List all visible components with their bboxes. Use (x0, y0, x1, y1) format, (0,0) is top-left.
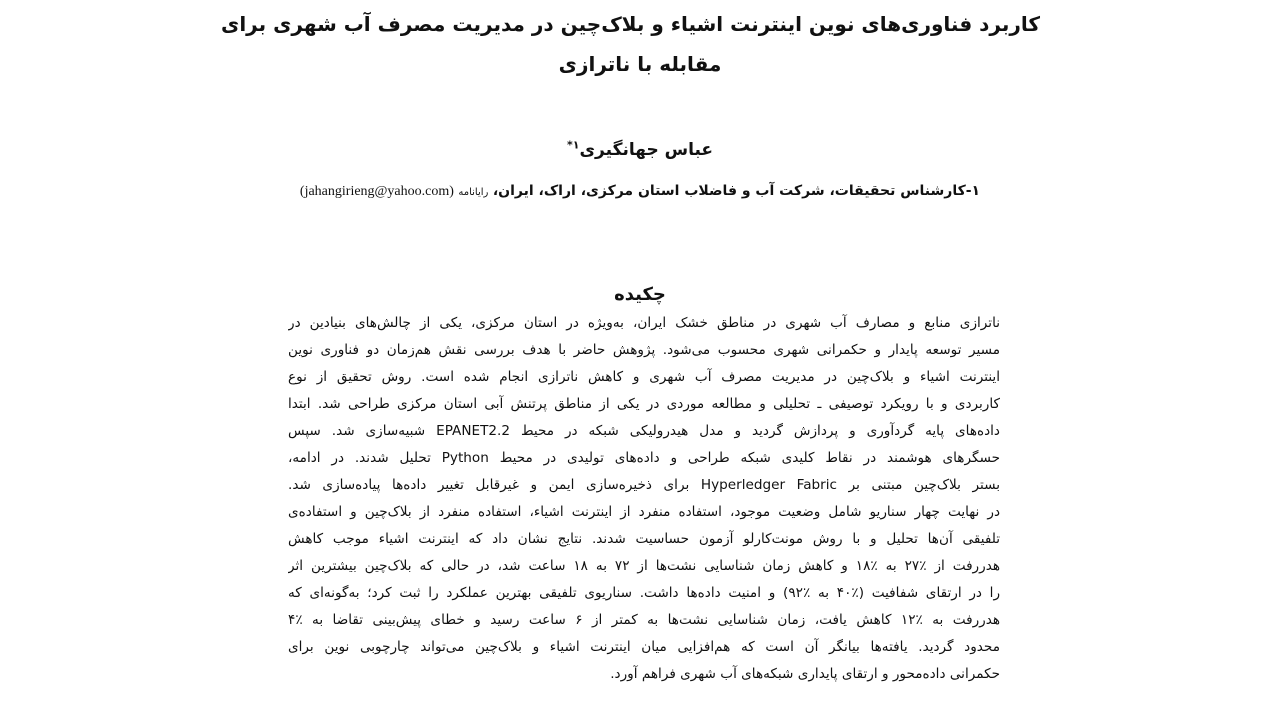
paper-title-line-2: مقابله با ناترازی (558, 52, 722, 76)
abstract-heading: چکیده (614, 284, 666, 305)
author-mark: ۱* (566, 138, 580, 152)
abstract-body (288, 310, 1000, 688)
abstract-line: مسیر توسعه پایدار و حکمرانی شهری محسوب می‌شود. پژوهش حاضر با هدف بررسی نقش هم‌زمان دو فناوری نوین (288, 342, 1000, 358)
abstract-line: بستر بلاک‌چین مبتنی بر Hyperledger Fabric برای ذخیره‌سازی ایمن و غیرقابل تغییر داده‌ها پیاده‌سازی شد. (288, 477, 1000, 493)
abstract-line: حکمرانی داده‌محور و ارتقای پایداری شبکه‌های آب شهری فراهم آورد. (610, 666, 1000, 682)
abstract-line: هدررفت از ٪۲۷ به ٪۱۸ و کاهش زمان شناسایی نشت‌ها از ۷۲ به ۱۸ ساعت شد، در حالی که بلاک‌چین بیشترین اثر (288, 558, 1000, 574)
paper-title-line-1: کاربرد فناوری‌های نوین اینترنت اشیاء و بلاک‌چین در مدیریت مصرف آب شهری برای (221, 12, 1040, 36)
author-name: عباس جهانگیری (579, 140, 714, 160)
abstract-line: ناترازی منابع و مصارف آب شهری در مناطق خشک ایران، به‌ویژه در استان مرکزی، یکی از چالش‌های بنیادین در (288, 315, 1000, 331)
author (340, 136, 940, 164)
email-label: رایانامه (458, 187, 489, 198)
abstract-line: هدررفت به ٪۱۲ کاهش یافت، زمان شناسایی نشت‌ها به کمتر از ۶ ساعت رسید و خطای پیش‌بینی تقاضا به ٪۴ (288, 612, 1000, 628)
abstract-line: اینترنت اشیاء و بلاک‌چین در مدیریت مصرف آب شهری و کاهش ناترازی انجام شده است. روش تحقیق از نوع (288, 369, 1000, 385)
affiliation (240, 178, 1040, 206)
abstract-line: را در ارتقای شفافیت (٪۴۰ به ٪۹۲) و امنیت داده‌ها داشت. سناریوی تلفیقی بهترین عملکرد را ثبت کرد؛ به‌گونه‌ای که (288, 585, 1000, 601)
abstract-line: تلفیقی آن‌ها تحلیل و با روش مونت‌کارلو آزمون حساسیت شدند. نتایج نشان داد که اینترنت اشیاء موجب کاهش (288, 531, 1000, 547)
abstract-line: حسگرهای هوشمند در نقاط کلیدی شبکه طراحی و داده‌های تولیدی در محیط Python تحلیل شدند. در ادامه، (288, 450, 1000, 466)
affiliation-text: ۱-کارشناس تحقیقات، شرکت آب و فاضلاب استان مرکزی، اراک، ایران، (492, 183, 981, 199)
abstract-line: در نهایت چهار سناریو شامل وضعیت موجود، استفاده منفرد از اینترنت اشیاء، استفاده منفرد از بلاک‌چین و استفاده‌ی (288, 504, 1000, 520)
abstract-line: محدود گردید. یافته‌ها بیانگر آن است که هم‌افزایی میان اینترنت اشیاء و بلاک‌چین می‌تواند چارچوبی نوین برای (288, 639, 1000, 655)
abstract-line: کاربردی و با رویکرد توصیفی ـ تحلیلی و مطالعه موردی در یکی از مناطق پرتنش آبی استان مرکزی طراحی شد. ابتدا (288, 396, 1000, 412)
abstract-line: داده‌های پایه گردآوری و پردازش گردید و مدل هیدرولیکی شبکه در محیط EPANET2.2 شبیه‌سازی شد. سپس (288, 423, 1000, 439)
author-email: (jahangirieng@yahoo.com) (299, 184, 454, 199)
